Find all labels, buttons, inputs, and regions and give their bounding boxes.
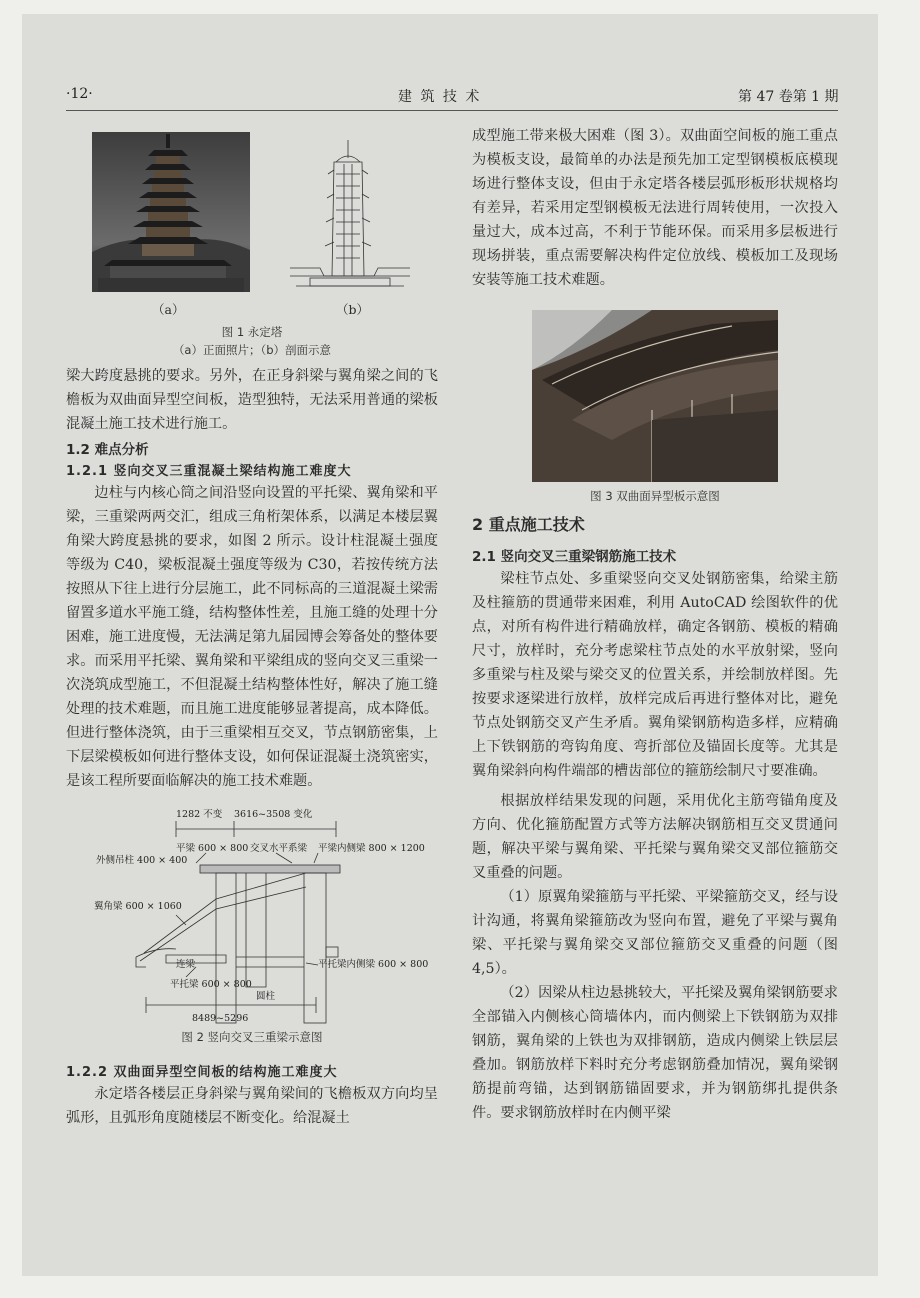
paragraph-2-1-b: 根据放样结果发现的问题，采用优化主筋弯锚角度及方向、优化箍筋配置方式等方法解决钢筋相互交叉贯通问题，解决平梁与翼角梁、平托梁与翼角梁交叉部位箍筋交叉重叠的问题。 [472,793,838,881]
paragraph-1-2-2: 永定塔各楼层正身斜梁与翼角梁间的飞檐板双方向均呈弧形，且弧形角度随楼层不断变化。给混凝土 [66,1086,438,1126]
dim-8489-5296: 8489~5296 [192,1013,249,1024]
issue-number: 第 47 卷第 1 期 [738,89,839,105]
dim-3616-3508: 3616~3508 变化 [234,809,313,820]
figure-1a-label: （a） [152,302,185,317]
figure-3-caption: 图 3 双曲面异型板示意图 [590,489,720,503]
figure-1 [66,124,438,364]
heading-1-2: 1.2 难点分析 [66,442,149,458]
pagoda-section-drawing [290,136,410,296]
label-yuanzhu: 圆柱 [256,991,276,1002]
paragraph-intro: 梁大跨度悬挑的要求。另外，在正身斜梁与翼角梁之间的飞檐板为双曲面异型空间板，造型独特，无法采用普通的梁板混凝土施工技术进行施工。 [66,368,438,432]
right-column [472,124,838,1125]
left-column [66,124,438,1130]
label-yijiaoliang: 翼角梁 600 × 1060 [94,901,182,912]
label-pingliang: 平梁 600 × 800 [176,843,249,854]
journal-title: 建 筑 技 术 [398,89,482,105]
page-number: ·12· [66,86,93,102]
figure-2-caption: 图 2 竖向交叉三重梁示意图 [181,1030,323,1044]
pagoda-photo [92,132,250,292]
double-curved-slab-photo [532,310,778,482]
heading-1-2-2: 1.2.2 双曲面异型空间板的结构施工难度大 [66,1065,338,1080]
label-jiaocha-xiliang: 交叉水平系梁 [250,843,308,854]
paragraph-2-1-c: （1）原翼角梁箍筋与平托梁、平梁箍筋交叉，经与设计沟通，将翼角梁箍筋改为竖向布置，避免了平梁与翼角梁、平托梁与翼角梁交叉部位箍筋交叉重叠的问题（图 4,5）。 [472,889,838,977]
label-pingtuo-neice: 平托梁内侧梁 600 × 800 [318,959,429,970]
figure-3 [472,310,838,506]
label-pingliang-neice: 平梁内侧梁 800 × 1200 [318,843,425,854]
label-lianliang: 连梁 [176,959,196,970]
figure-1b-label: （b） [336,302,370,317]
figure-1-caption: 图 1 永定塔 [221,325,283,339]
header-rule [66,110,838,111]
paragraph-1-2-1: 边柱与内核心筒之间沿竖向设置的平托梁、翼角梁和平梁，三重梁两两交汇，组成三角桁架体系，以满足本楼层翼角梁大跨度悬挑的要求，如图 2 所示。设计柱混凝土强度等级为 C40，梁板混凝土强度等级为 C30，若按传统方法按照从下往上进行分层施工，此不同标高的三道混凝土梁需留置多道水平施工缝，结构整体性差，且施工缝的处理十分困难，施工进度慢，无法满足第九届园博会筹备处的整体要求。而采用平托梁、翼角梁和平梁组成的竖向交叉三重梁一次浇筑成型施工，不但混凝土结构整体性好，解决了施工缝处理的技术难题，而且施工进度能够显著提高，成本降低。但进行整体浇筑，由于三重梁相互交叉，节点钢筋密集，上下层梁模板如何进行整体支设，如何保证混凝土浇筑密实，是该工程所要面临解决的施工技术难题。 [66,485,438,789]
figure-2 [66,807,438,1051]
heading-2: 2 重点施工技术 [472,515,585,534]
dim-1282: 1282 不变 [176,809,223,820]
paragraph-continued: 成型施工带来极大困难（图 3）。双曲面空间板的施工重点为模板支设，最简单的办法是预先加工定型钢模板底模现场进行整体支设，但由于永定塔各楼层弧形板形状规格均有差异，若采用定型钢模板无法进行周转使用，一次投入量过大，成本过高，不利于节能环保。而采用多层板进行现场拼装，重点需要解决构件定位放线、模板加工及现场安装等施工技术难题。 [472,128,838,288]
heading-1-2-1: 1.2.1 竖向交叉三重混凝土梁结构施工难度大 [66,464,352,479]
heading-2-1: 2.1 竖向交叉三重梁钢筋施工技术 [472,549,677,565]
triple-beam-diagram [66,807,438,1051]
figure-1-subcaption: （a）正面照片；（b）剖面示意 [172,343,332,357]
label-pingtuoliang: 平托梁 600 × 800 [170,979,252,990]
paragraph-2-1-d: （2）因梁从柱边悬挑较大，平托梁及翼角梁钢筋要求全部锚入内侧核心筒墙体内，而内侧梁上下铁钢筋为双排钢筋，翼角梁的上铁也为双排钢筋，造成内侧梁上铁层层叠加。钢筋放样下料时充分考虑钢筋叠加情况，翼角梁钢筋提前弯锚，达到钢筋锚固要求，并为钢筋绑扎提供条件。要求钢筋放样时在内侧平梁 [472,985,838,1121]
paragraph-2-1-a: 梁柱节点处、多重梁竖向交叉处钢筋密集，给梁主筋及柱箍筋的贯通带来困难，利用 AutoCAD 绘图软件的优点，对所有构件进行精确放样，确定各钢筋、模板的精确尺寸，放样时，充分考虑梁柱节点处的水平放射梁，竖向多重梁与柱及梁与梁交叉的位置关系，并绘制放样图。先按要求逐梁进行放样，放样完成后再进行整体对比，避免节点处钢筋交叉产生矛盾。翼角梁钢筋构造多样，应精确上下铁钢筋的弯钩角度、弯折部位及锚固长度等。尤其是翼角梁斜向构件端部的槽齿部位的箍筋绘制尺寸要准确。 [472,571,838,779]
label-waice-diaozhu: 外侧吊柱 400 × 400 [96,855,188,866]
